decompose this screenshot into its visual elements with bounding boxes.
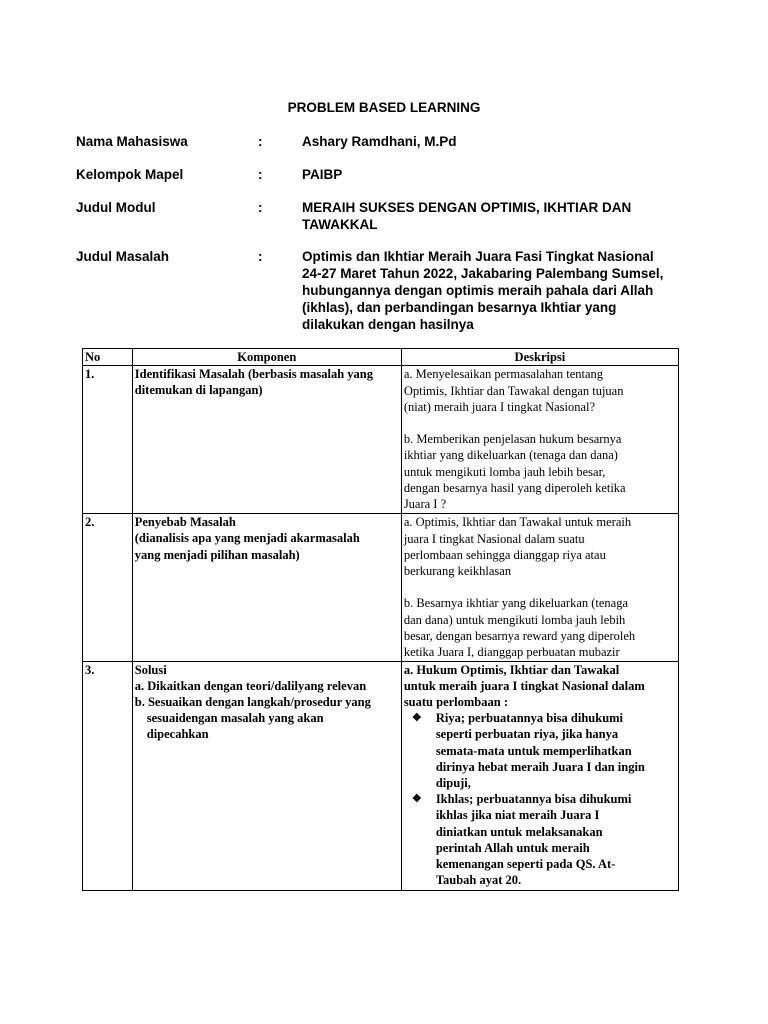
header-komponen: Komponen bbox=[132, 349, 401, 366]
field-label: Nama Mahasiswa bbox=[76, 134, 188, 149]
field-colon: : bbox=[258, 200, 263, 215]
header-deskripsi: Deskripsi bbox=[401, 349, 678, 366]
row-number: 3. bbox=[83, 661, 133, 890]
field-label: Judul Modul bbox=[76, 200, 156, 215]
field-value: Ashary Ramdhani, M.Pd bbox=[302, 134, 457, 149]
bullet-item: ❖ Ikhlas; perbuatannya bisa dihukumi ikhlas jika niat meraih Juara I diniatkan untuk melaksanakan perintah Allah untuk meraih kemenangan seperti pada QS. At- Taubah ayat 20. bbox=[404, 791, 676, 888]
table-row bbox=[83, 366, 679, 514]
diamond-bullet-icon: ❖ bbox=[411, 712, 422, 725]
field-label: Judul Masalah bbox=[76, 249, 170, 264]
field-colon: : bbox=[258, 134, 263, 149]
komponen-cell: Identifikasi Masalah (berbasis masalah yang ditemukan di lapangan) bbox=[132, 366, 401, 514]
field-label: Kelompok Mapel bbox=[76, 167, 184, 182]
row-number: 1. bbox=[83, 366, 133, 514]
page-title: PROBLEM BASED LEARNING bbox=[287, 100, 481, 115]
bullet-item: ❖ Riya; perbuatannya bisa dihukumi seperti perbuatan riya, jika hanya semata-mata untuk memperlihatkan dirinya hebat meraih Juara I dan ingin dipuji, bbox=[404, 710, 676, 791]
table-row bbox=[83, 514, 679, 661]
diamond-bullet-icon: ❖ bbox=[411, 793, 422, 806]
field-colon: : bbox=[258, 249, 263, 264]
komponen-cell: Penyebab Masalah (dianalisis apa yang menjadi akarmasalah yang menjadi pilihan masalah) bbox=[132, 514, 401, 661]
komponen-cell: Solusi a. Dikaitkan dengan teori/dalilyang relevan b. Sesuaikan dengan langkah/prosedur yang sesuaidengan masalah yang akan dipecahkan bbox=[132, 661, 401, 890]
field-colon: : bbox=[258, 167, 263, 182]
field-value: Optimis dan Ikhtiar Meraih Juara Fasi Tingkat Nasional 24-27 Maret Tahun 2022, Jakabaring Palembang Sumsel, hubungannya dengan optimis meraih pahala dari Allah (ikhlas), dan perbandingan besarnya Ikhtiar yang dilakukan dengan hasilnya bbox=[302, 249, 664, 332]
deskripsi-cell: a. Hukum Optimis, Ikhtiar dan Tawakal untuk meraih juara I tingkat Nasional dalam suatu perlombaan : ❖ Riya; perbuatannya bisa dihukumi seperti perbuatan riya, jika hanya semata-mata untuk memperlihatkan dirinya hebat meraih Juara I dan ingin dipuji, ❖ Ikhlas; perbuatannya bisa dihukumi ikhlas jika niat meraih Juara I diniatkan untuk melaksanakan perintah Allah untuk meraih kemenangan seperti pada QS. At- Taubah ayat 20. bbox=[401, 661, 678, 890]
header-no: No bbox=[83, 349, 133, 366]
field-value: MERAIH SUKSES DENGAN OPTIMIS, IKHTIAR DAN TAWAKKAL bbox=[302, 200, 632, 232]
pbl-table bbox=[82, 348, 679, 891]
table-header-row bbox=[83, 349, 679, 366]
deskripsi-cell: a. Optimis, Ikhtiar dan Tawakal untuk meraih juara I tingkat Nasional dalam suatu perlombaan sehingga dianggap riya atau berkurang keikhlasan b. Besarnya ikhtiar yang dikeluarkan (tenaga dan dana) untuk mengikuti lomba jauh lebih besar, dengan besarnya reward yang diperoleh ketika Juara I, dianggap perbuatan mubazir bbox=[401, 514, 678, 661]
field-value: PAIBP bbox=[302, 167, 343, 182]
row-number: 2. bbox=[83, 514, 133, 661]
deskripsi-cell: a. Menyelesaikan permasalahan tentang Optimis, Ikhtiar dan Tawakal dengan tujuan (niat) meraih juara I tingkat Nasional? b. Memberikan penjelasan hukum besarnya ikhtiar yang dikeluarkan (tenaga dan dana) untuk mengikuti lomba jauh lebih besar, dengan besarnya hasil yang diperoleh ketika Juara I ? bbox=[401, 366, 678, 514]
table-row bbox=[83, 661, 679, 890]
